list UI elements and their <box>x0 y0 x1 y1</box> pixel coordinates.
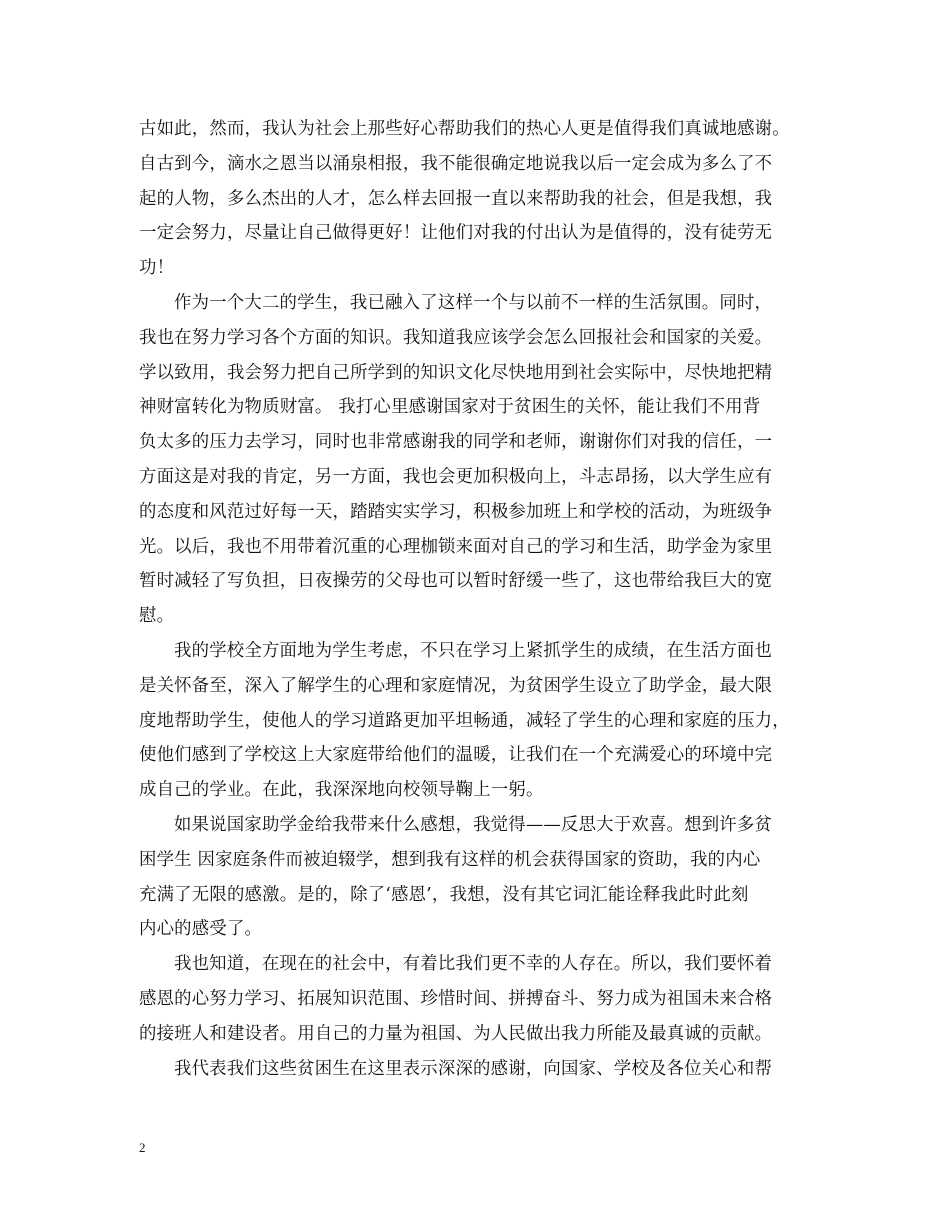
text-line: 使他们感到了学校这上大家庭带给他们的温暖，让我们在一个充满爱心的环境中完 <box>139 745 773 766</box>
text-line: 的接班人和建设者。用自己的力量为祖国、为人民做出我力所能及最真诚的贡献。 <box>139 1023 773 1044</box>
text-line: 内心的感受了。 <box>139 919 263 940</box>
text-line: 成自己的学业。在此，我深深地向校领导鞠上一躬。 <box>139 780 544 801</box>
text-line: 我也在努力学习各个方面的知识。我知道我应该学会怎么回报社会和国家的关爱。 <box>139 327 773 348</box>
text-line: 神财富转化为物质财富。 我打心里感谢国家对于贫困生的关怀，能让我们不用背 <box>139 397 761 418</box>
text-line: 负太多的压力去学习，同时也非常感谢我的同学和老师，谢谢你们对我的信任，一 <box>139 432 773 453</box>
text-line: 功！ <box>139 258 175 279</box>
text-line: 作为一个大二的学生，我已融入了这样一个与以前不一样的生活氛围。同时， <box>174 292 773 313</box>
text-line: 的态度和风范过好每一天，踏踏实实学习，积极参加班上和学校的活动，为班级争 <box>139 501 773 522</box>
page-number: 2 <box>139 1140 146 1155</box>
text-line: 自古到今，滴水之恩当以涌泉相报，我不能很确定地说我以后一定会成为多么了不 <box>139 153 773 174</box>
text-line: 慰。 <box>139 606 175 627</box>
text-line: 是关怀备至，深入了解学生的心理和家庭情况，为贫困学生设立了助学金，最大限 <box>139 675 773 696</box>
text-line: 学以致用，我会努力把自己所学到的知识文化尽快地用到社会实际中，尽快地把精 <box>139 362 773 383</box>
text-line: 我代表我们这些贫困生在这里表示深深的感谢，向国家、学校及各位关心和帮 <box>174 1058 773 1079</box>
text-line: 感恩的心努力学习、拓展知识范围、珍惜时间、拼搏奋斗、努力成为祖国未来合格 <box>139 988 773 1009</box>
text-line: 古如此，然而，我认为社会上那些好心帮助我们的热心人更是值得我们真诚地感谢。 <box>139 119 790 139</box>
text-line: 充满了无限的感激。是的，除了‘感恩’，我想，没有其它词汇能诠释我此时此刻 <box>139 884 749 905</box>
text-line: 一定会努力，尽量让自己做得更好！让他们对我的付出认为是值得的，没有徒劳无 <box>139 223 773 244</box>
text-line: 起的人物，多么杰出的人才，怎么样去回报一直以来帮助我的社会，但是我想，我 <box>139 188 773 209</box>
text-line: 我也知道，在现在的社会中，有着比我们更不幸的人存在。所以，我们要怀着 <box>174 954 773 975</box>
text-line: 如果说国家助学金给我带来什么感想，我觉得——反思大于欢喜。想到许多贫 <box>174 814 773 835</box>
text-line: 暂时减轻了写负担，日夜操劳的父母也可以暂时舒缓一些了，这也带给我巨大的宽 <box>139 571 773 592</box>
text-line: 方面这是对我的肯定，另一方面，我也会更加积极向上，斗志昂扬，以大学生应有 <box>139 466 773 487</box>
body-text <box>139 112 819 1086</box>
text-line: 光。以后，我也不用带着沉重的心理枷锁来面对自己的学习和生活，助学金为家里 <box>139 536 773 557</box>
text-line: 困学生 因家庭条件而被迫辍学，想到我有这样的机会获得国家的资助，我的内心 <box>139 849 761 870</box>
text-line: 我的学校全方面地为学生考虑，不只在学习上紧抓学生的成绩，在生活方面也 <box>174 640 773 661</box>
text-line: 度地帮助学生，使他人的学习道路更加平坦畅通，减轻了学生的心理和家庭的压力， <box>139 710 790 731</box>
